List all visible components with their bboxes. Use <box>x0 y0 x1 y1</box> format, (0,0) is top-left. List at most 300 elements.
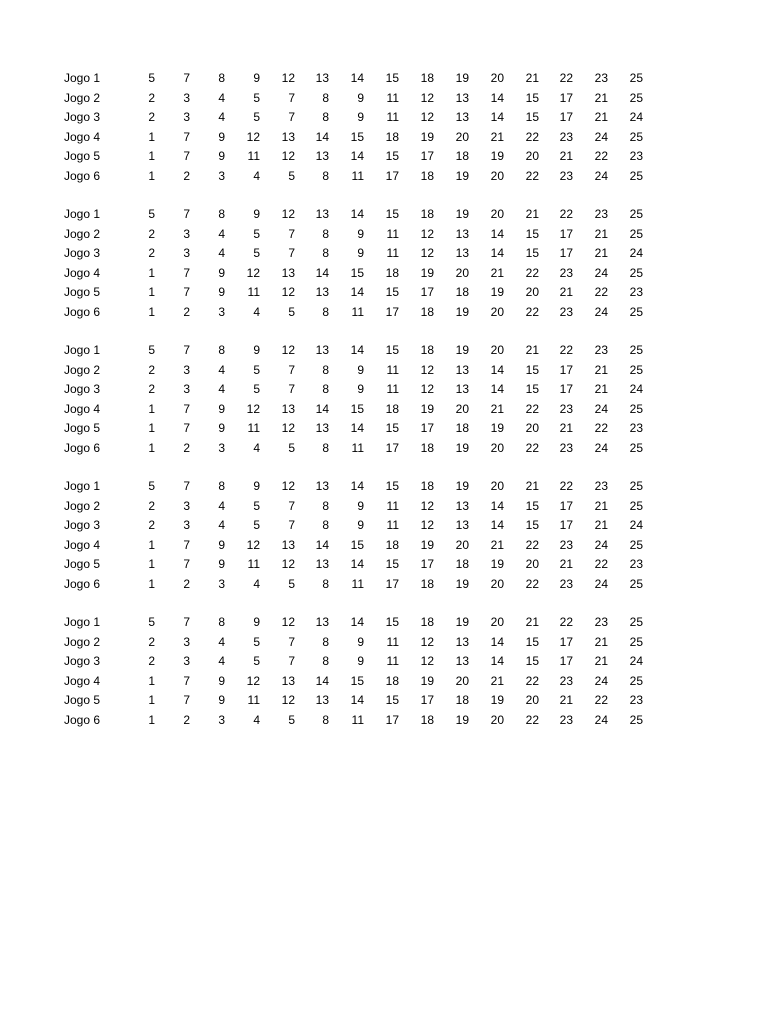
game-number-cell: 3 <box>183 498 190 513</box>
game-number-cell: 12 <box>246 673 260 688</box>
game-number-cell: 1 <box>148 168 155 183</box>
game-number-cell: 25 <box>629 207 643 221</box>
game-label: Jogo 1 <box>64 343 101 357</box>
game-number-cell: 9 <box>253 615 260 629</box>
game-number-cell: 15 <box>350 673 364 688</box>
game-number-cell: 11 <box>247 149 260 163</box>
game-number-cell: 15 <box>525 498 539 513</box>
game-number-cell: 15 <box>525 382 539 396</box>
game-number-cell: 13 <box>315 421 329 435</box>
game-number-cell: 23 <box>559 712 573 727</box>
game-number-cell: 1 <box>148 673 155 688</box>
game-number-cell: 1 <box>148 712 155 727</box>
game-number-cell: 9 <box>357 246 364 260</box>
game-number-cell: 14 <box>315 265 329 280</box>
game-number-cell: 3 <box>183 90 190 105</box>
game-number-cell: 5 <box>253 382 260 396</box>
game-number-cell: 18 <box>420 615 434 629</box>
game-number-cell: 24 <box>594 440 608 455</box>
game-number-cell: 15 <box>385 615 399 629</box>
game-number-cell: 19 <box>420 537 434 552</box>
game-number-cell: 24 <box>594 129 608 144</box>
game-number-cell: 23 <box>559 401 573 416</box>
game-number-cell: 5 <box>288 440 295 455</box>
game-block <box>0 205 768 322</box>
game-number-cell: 9 <box>218 421 225 435</box>
game-label: Jogo 4 <box>64 265 101 280</box>
game-number-cell: 18 <box>455 285 469 299</box>
game-label: Jogo 6 <box>64 304 101 319</box>
game-label: Jogo 4 <box>64 537 101 552</box>
game-row <box>0 439 768 459</box>
game-number-cell: 4 <box>218 654 225 668</box>
game-label: Jogo 5 <box>64 557 101 571</box>
game-number-cell: 19 <box>455 71 469 85</box>
game-number-cell: 9 <box>253 343 260 357</box>
game-number-cell: 25 <box>629 498 643 513</box>
game-number-cell: 13 <box>281 129 295 144</box>
game-number-cell: 13 <box>315 149 329 163</box>
game-number-cell: 25 <box>629 168 643 183</box>
game-row <box>0 205 768 225</box>
game-number-cell: 8 <box>322 246 329 260</box>
game-number-cell: 21 <box>559 285 573 299</box>
game-number-cell: 15 <box>385 693 399 707</box>
game-number-cell: 23 <box>559 673 573 688</box>
game-number-cell: 13 <box>315 615 329 629</box>
game-number-cell: 23 <box>629 557 643 571</box>
game-number-cell: 7 <box>288 498 295 513</box>
game-number-cell: 19 <box>490 557 504 571</box>
game-number-cell: 22 <box>559 207 573 221</box>
game-number-cell: 11 <box>351 576 364 591</box>
game-number-cell: 25 <box>629 343 643 357</box>
game-label: Jogo 1 <box>64 207 101 221</box>
game-number-cell: 18 <box>385 129 399 144</box>
game-number-cell: 14 <box>490 110 504 124</box>
game-number-cell: 7 <box>183 421 190 435</box>
game-number-cell: 25 <box>629 71 643 85</box>
game-number-cell: 1 <box>148 440 155 455</box>
game-block <box>0 69 768 186</box>
game-number-cell: 5 <box>253 246 260 260</box>
game-number-cell: 22 <box>559 479 573 493</box>
game-number-cell: 9 <box>253 207 260 221</box>
game-number-cell: 11 <box>247 421 260 435</box>
game-row <box>0 691 768 711</box>
game-number-cell: 19 <box>455 576 469 591</box>
game-number-cell: 21 <box>559 421 573 435</box>
game-label: Jogo 3 <box>64 382 101 396</box>
game-number-cell: 4 <box>253 576 260 591</box>
game-number-cell: 15 <box>525 246 539 260</box>
game-number-cell: 22 <box>559 343 573 357</box>
game-label: Jogo 5 <box>64 421 101 435</box>
game-number-cell: 19 <box>420 673 434 688</box>
game-number-cell: 18 <box>420 440 434 455</box>
game-number-cell: 17 <box>559 498 573 513</box>
game-number-cell: 20 <box>490 615 504 629</box>
game-number-cell: 23 <box>559 304 573 319</box>
game-number-cell: 13 <box>281 673 295 688</box>
game-number-cell: 21 <box>525 615 539 629</box>
game-number-cell: 20 <box>525 285 539 299</box>
game-number-cell: 13 <box>455 90 469 105</box>
game-number-cell: 8 <box>218 207 225 221</box>
game-number-cell: 8 <box>322 518 329 532</box>
game-number-cell: 1 <box>148 693 155 707</box>
game-number-cell: 23 <box>559 537 573 552</box>
game-number-cell: 8 <box>322 382 329 396</box>
game-number-cell: 21 <box>490 265 504 280</box>
game-number-cell: 23 <box>559 129 573 144</box>
game-number-cell: 3 <box>183 654 190 668</box>
game-number-cell: 25 <box>629 304 643 319</box>
game-number-cell: 18 <box>420 168 434 183</box>
game-number-cell: 15 <box>525 90 539 105</box>
game-number-cell: 23 <box>594 71 608 85</box>
game-number-cell: 8 <box>322 654 329 668</box>
game-number-cell: 20 <box>525 557 539 571</box>
game-number-cell: 25 <box>629 673 643 688</box>
game-label: Jogo 3 <box>64 246 101 260</box>
game-number-cell: 9 <box>218 149 225 163</box>
game-number-cell: 15 <box>385 149 399 163</box>
game-label: Jogo 4 <box>64 129 101 144</box>
game-number-cell: 1 <box>148 557 155 571</box>
game-number-cell: 7 <box>288 110 295 124</box>
game-row <box>0 555 768 575</box>
game-number-cell: 24 <box>629 110 643 124</box>
game-number-cell: 20 <box>455 129 469 144</box>
game-number-cell: 25 <box>629 226 643 241</box>
game-number-cell: 15 <box>525 518 539 532</box>
game-label: Jogo 2 <box>64 90 101 105</box>
game-number-cell: 2 <box>148 246 155 260</box>
game-number-cell: 23 <box>559 265 573 280</box>
game-number-cell: 22 <box>525 440 539 455</box>
game-number-cell: 5 <box>148 343 155 357</box>
game-number-cell: 2 <box>148 226 155 241</box>
game-label: Jogo 6 <box>64 440 101 455</box>
game-number-cell: 15 <box>385 71 399 85</box>
game-number-cell: 24 <box>594 537 608 552</box>
game-number-cell: 7 <box>183 129 190 144</box>
game-row <box>0 711 768 731</box>
game-number-cell: 5 <box>288 168 295 183</box>
game-number-cell: 9 <box>218 693 225 707</box>
game-number-cell: 12 <box>420 90 434 105</box>
game-number-cell: 5 <box>253 90 260 105</box>
game-number-cell: 21 <box>594 362 608 377</box>
game-number-cell: 4 <box>253 304 260 319</box>
game-number-cell: 7 <box>288 654 295 668</box>
game-number-cell: 12 <box>281 557 295 571</box>
game-number-cell: 12 <box>420 382 434 396</box>
game-number-cell: 21 <box>594 110 608 124</box>
game-number-cell: 21 <box>525 343 539 357</box>
game-number-cell: 7 <box>288 90 295 105</box>
game-number-cell: 15 <box>385 557 399 571</box>
game-number-cell: 20 <box>490 207 504 221</box>
game-number-cell: 11 <box>247 693 260 707</box>
game-number-cell: 23 <box>594 479 608 493</box>
game-number-cell: 15 <box>525 654 539 668</box>
game-label: Jogo 3 <box>64 654 101 668</box>
game-number-cell: 11 <box>351 712 364 727</box>
game-number-cell: 13 <box>315 71 329 85</box>
game-number-cell: 23 <box>629 285 643 299</box>
game-number-cell: 7 <box>183 615 190 629</box>
game-number-cell: 19 <box>455 168 469 183</box>
game-number-cell: 7 <box>183 71 190 85</box>
game-number-cell: 14 <box>490 654 504 668</box>
game-number-cell: 20 <box>490 712 504 727</box>
game-block <box>0 341 768 458</box>
game-number-cell: 22 <box>594 693 608 707</box>
game-number-cell: 2 <box>148 654 155 668</box>
game-number-cell: 14 <box>350 285 364 299</box>
game-number-cell: 8 <box>218 71 225 85</box>
game-number-cell: 7 <box>288 246 295 260</box>
game-row <box>0 244 768 264</box>
game-number-cell: 4 <box>218 362 225 377</box>
game-number-cell: 22 <box>525 265 539 280</box>
game-number-cell: 12 <box>246 129 260 144</box>
game-number-cell: 7 <box>183 401 190 416</box>
game-number-cell: 15 <box>385 479 399 493</box>
game-row <box>0 69 768 89</box>
game-number-cell: 13 <box>455 634 469 649</box>
game-number-cell: 7 <box>183 479 190 493</box>
game-number-cell: 5 <box>148 479 155 493</box>
game-number-cell: 23 <box>559 576 573 591</box>
game-number-cell: 25 <box>629 615 643 629</box>
game-number-cell: 12 <box>246 265 260 280</box>
game-number-cell: 9 <box>218 265 225 280</box>
game-row <box>0 613 768 633</box>
game-number-cell: 25 <box>629 634 643 649</box>
game-number-cell: 4 <box>253 168 260 183</box>
game-number-cell: 18 <box>420 71 434 85</box>
game-number-cell: 19 <box>490 149 504 163</box>
game-number-cell: 22 <box>525 304 539 319</box>
game-number-cell: 25 <box>629 362 643 377</box>
game-number-cell: 4 <box>218 90 225 105</box>
game-number-cell: 3 <box>218 576 225 591</box>
game-number-cell: 15 <box>350 129 364 144</box>
game-number-cell: 22 <box>525 576 539 591</box>
game-number-cell: 19 <box>455 615 469 629</box>
game-number-cell: 8 <box>322 634 329 649</box>
game-number-cell: 5 <box>253 110 260 124</box>
game-number-cell: 8 <box>322 362 329 377</box>
game-row <box>0 147 768 167</box>
game-number-cell: 2 <box>148 362 155 377</box>
game-number-cell: 1 <box>148 149 155 163</box>
game-number-cell: 5 <box>253 634 260 649</box>
game-number-cell: 8 <box>322 576 329 591</box>
game-label: Jogo 6 <box>64 576 101 591</box>
game-number-cell: 3 <box>218 168 225 183</box>
game-number-cell: 8 <box>322 90 329 105</box>
game-number-cell: 4 <box>218 226 225 241</box>
game-number-cell: 23 <box>559 440 573 455</box>
game-number-cell: 11 <box>386 362 399 377</box>
game-number-cell: 8 <box>218 615 225 629</box>
game-label: Jogo 4 <box>64 673 101 688</box>
game-number-cell: 11 <box>386 90 399 105</box>
game-number-cell: 15 <box>350 265 364 280</box>
game-number-cell: 17 <box>385 304 399 319</box>
game-row <box>0 652 768 672</box>
game-number-cell: 9 <box>218 129 225 144</box>
game-number-cell: 23 <box>594 207 608 221</box>
game-number-cell: 7 <box>288 226 295 241</box>
game-number-cell: 7 <box>183 537 190 552</box>
game-number-cell: 17 <box>420 421 434 435</box>
game-number-cell: 9 <box>218 537 225 552</box>
game-number-cell: 8 <box>322 498 329 513</box>
game-row <box>0 225 768 245</box>
game-number-cell: 5 <box>288 712 295 727</box>
game-number-cell: 18 <box>385 265 399 280</box>
game-row <box>0 575 768 595</box>
game-number-cell: 14 <box>315 673 329 688</box>
game-number-cell: 4 <box>218 498 225 513</box>
game-number-cell: 12 <box>281 479 295 493</box>
game-number-cell: 22 <box>525 129 539 144</box>
game-number-cell: 25 <box>629 440 643 455</box>
game-number-cell: 9 <box>357 362 364 377</box>
game-number-cell: 18 <box>420 479 434 493</box>
game-number-cell: 5 <box>148 207 155 221</box>
game-number-cell: 12 <box>420 226 434 241</box>
game-number-cell: 15 <box>385 207 399 221</box>
game-number-cell: 4 <box>253 440 260 455</box>
game-number-cell: 12 <box>281 693 295 707</box>
game-number-cell: 5 <box>253 654 260 668</box>
game-number-cell: 9 <box>218 285 225 299</box>
game-number-cell: 11 <box>351 440 364 455</box>
game-number-cell: 18 <box>420 576 434 591</box>
game-number-cell: 12 <box>420 498 434 513</box>
game-number-cell: 19 <box>455 479 469 493</box>
game-row <box>0 89 768 109</box>
game-number-cell: 18 <box>455 421 469 435</box>
game-number-cell: 14 <box>350 479 364 493</box>
game-number-cell: 12 <box>281 207 295 221</box>
game-number-cell: 21 <box>490 129 504 144</box>
game-number-cell: 13 <box>315 207 329 221</box>
game-number-cell: 13 <box>315 285 329 299</box>
game-number-cell: 20 <box>525 421 539 435</box>
game-row <box>0 283 768 303</box>
game-label: Jogo 5 <box>64 285 101 299</box>
game-row <box>0 264 768 284</box>
game-number-cell: 20 <box>455 265 469 280</box>
sheet-page <box>0 69 768 749</box>
game-number-cell: 21 <box>594 90 608 105</box>
game-number-cell: 9 <box>357 90 364 105</box>
game-number-cell: 7 <box>183 673 190 688</box>
game-number-cell: 17 <box>385 168 399 183</box>
game-number-cell: 18 <box>385 401 399 416</box>
game-number-cell: 13 <box>455 362 469 377</box>
game-number-cell: 1 <box>148 401 155 416</box>
game-label: Jogo 1 <box>64 615 101 629</box>
game-number-cell: 14 <box>490 246 504 260</box>
game-row <box>0 341 768 361</box>
game-number-cell: 24 <box>594 401 608 416</box>
game-number-cell: 11 <box>386 654 399 668</box>
game-number-cell: 2 <box>183 576 190 591</box>
game-number-cell: 7 <box>288 382 295 396</box>
game-number-cell: 14 <box>315 401 329 416</box>
game-number-cell: 17 <box>559 382 573 396</box>
game-number-cell: 18 <box>385 673 399 688</box>
game-number-cell: 12 <box>281 615 295 629</box>
game-number-cell: 22 <box>594 421 608 435</box>
game-number-cell: 15 <box>525 110 539 124</box>
game-number-cell: 13 <box>455 226 469 241</box>
game-label: Jogo 2 <box>64 362 101 377</box>
game-number-cell: 8 <box>322 304 329 319</box>
game-label: Jogo 6 <box>64 712 101 727</box>
game-number-cell: 14 <box>350 557 364 571</box>
game-number-cell: 18 <box>420 343 434 357</box>
game-number-cell: 11 <box>351 168 364 183</box>
game-number-cell: 21 <box>594 634 608 649</box>
game-number-cell: 25 <box>629 265 643 280</box>
game-number-cell: 23 <box>594 615 608 629</box>
game-number-cell: 15 <box>385 421 399 435</box>
game-number-cell: 4 <box>218 518 225 532</box>
game-label: Jogo 4 <box>64 401 101 416</box>
game-row <box>0 167 768 187</box>
game-number-cell: 21 <box>594 498 608 513</box>
game-number-cell: 15 <box>385 285 399 299</box>
game-number-cell: 14 <box>490 362 504 377</box>
game-row <box>0 128 768 148</box>
game-number-cell: 14 <box>490 498 504 513</box>
game-number-cell: 18 <box>455 693 469 707</box>
game-number-cell: 12 <box>420 362 434 377</box>
game-number-cell: 11 <box>247 285 260 299</box>
game-label: Jogo 2 <box>64 226 101 241</box>
game-number-cell: 8 <box>322 110 329 124</box>
game-number-cell: 11 <box>351 304 364 319</box>
game-row <box>0 477 768 497</box>
game-number-cell: 18 <box>385 537 399 552</box>
game-row <box>0 536 768 556</box>
game-number-cell: 9 <box>218 401 225 416</box>
game-number-cell: 12 <box>420 654 434 668</box>
game-number-cell: 8 <box>322 226 329 241</box>
game-number-cell: 3 <box>218 440 225 455</box>
game-number-cell: 14 <box>350 207 364 221</box>
game-number-cell: 8 <box>218 343 225 357</box>
game-number-cell: 20 <box>455 673 469 688</box>
game-label: Jogo 2 <box>64 634 101 649</box>
game-label: Jogo 3 <box>64 518 101 532</box>
game-number-cell: 21 <box>490 537 504 552</box>
game-number-cell: 8 <box>218 479 225 493</box>
game-number-cell: 18 <box>455 557 469 571</box>
game-number-cell: 13 <box>315 343 329 357</box>
game-number-cell: 20 <box>455 401 469 416</box>
game-number-cell: 7 <box>183 207 190 221</box>
